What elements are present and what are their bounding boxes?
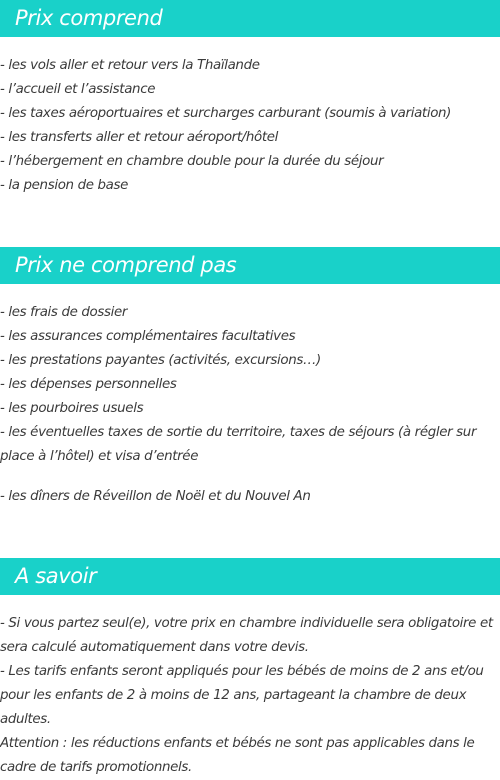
info-paragraph: Attention : les réductions enfants et bébés ne sont pas applicables dans le cadre de tarifs promotionnels. — [0, 736, 475, 775]
list-item: - les vols aller et retour vers la Thaïlande — [0, 58, 260, 73]
list-item: - les dépenses personnelles — [0, 377, 177, 392]
section-prix-ne-comprend-pas — [0, 247, 500, 509]
list-item: - les frais de dossier — [0, 305, 128, 320]
list-item: - les pourboires usuels — [0, 401, 144, 416]
section-header — [0, 0, 500, 37]
excluded-extra-item: - les dîners de Réveillon de Noël et du Nouvel An — [0, 489, 311, 504]
list-item: - les éventuelles taxes de sortie du territoire, taxes de séjours (à régler sur place à l’hôtel) et visa d’entrée — [0, 425, 477, 464]
excluded-list — [0, 301, 500, 469]
section-header — [0, 247, 500, 284]
info-paragraph: - Les tarifs enfants seront appliqués pour les bébés de moins de 2 ans et/ou pour les enfants de 2 à moins de 12 ans, partageant la chambre de deux adultes. — [0, 664, 484, 727]
list-item: - les assurances complémentaires facultatives — [0, 329, 296, 344]
list-item: - les transferts aller et retour aéroport/hôtel — [0, 130, 279, 145]
included-list — [0, 54, 500, 198]
list-item: - l’accueil et l’assistance — [0, 82, 156, 97]
section-prix-comprend — [0, 0, 500, 198]
list-item: - l’hébergement en chambre double pour la durée du séjour — [0, 154, 384, 169]
list-item: - la pension de base — [0, 178, 129, 193]
list-item: - les taxes aéroportuaires et surcharges carburant (soumis à variation) — [0, 106, 452, 121]
section-title: Prix comprend — [15, 6, 163, 30]
section-a-savoir — [0, 558, 500, 780]
info-paragraph: - Si vous partez seul(e), votre prix en chambre individuelle sera obligatoire et sera calculé automatiquement dans votre devis. — [0, 616, 493, 655]
section-title: Prix ne comprend pas — [15, 253, 237, 277]
section-header — [0, 558, 500, 595]
list-item: - les prestations payantes (activités, excursions…) — [0, 353, 321, 368]
section-title: A savoir — [15, 564, 97, 588]
